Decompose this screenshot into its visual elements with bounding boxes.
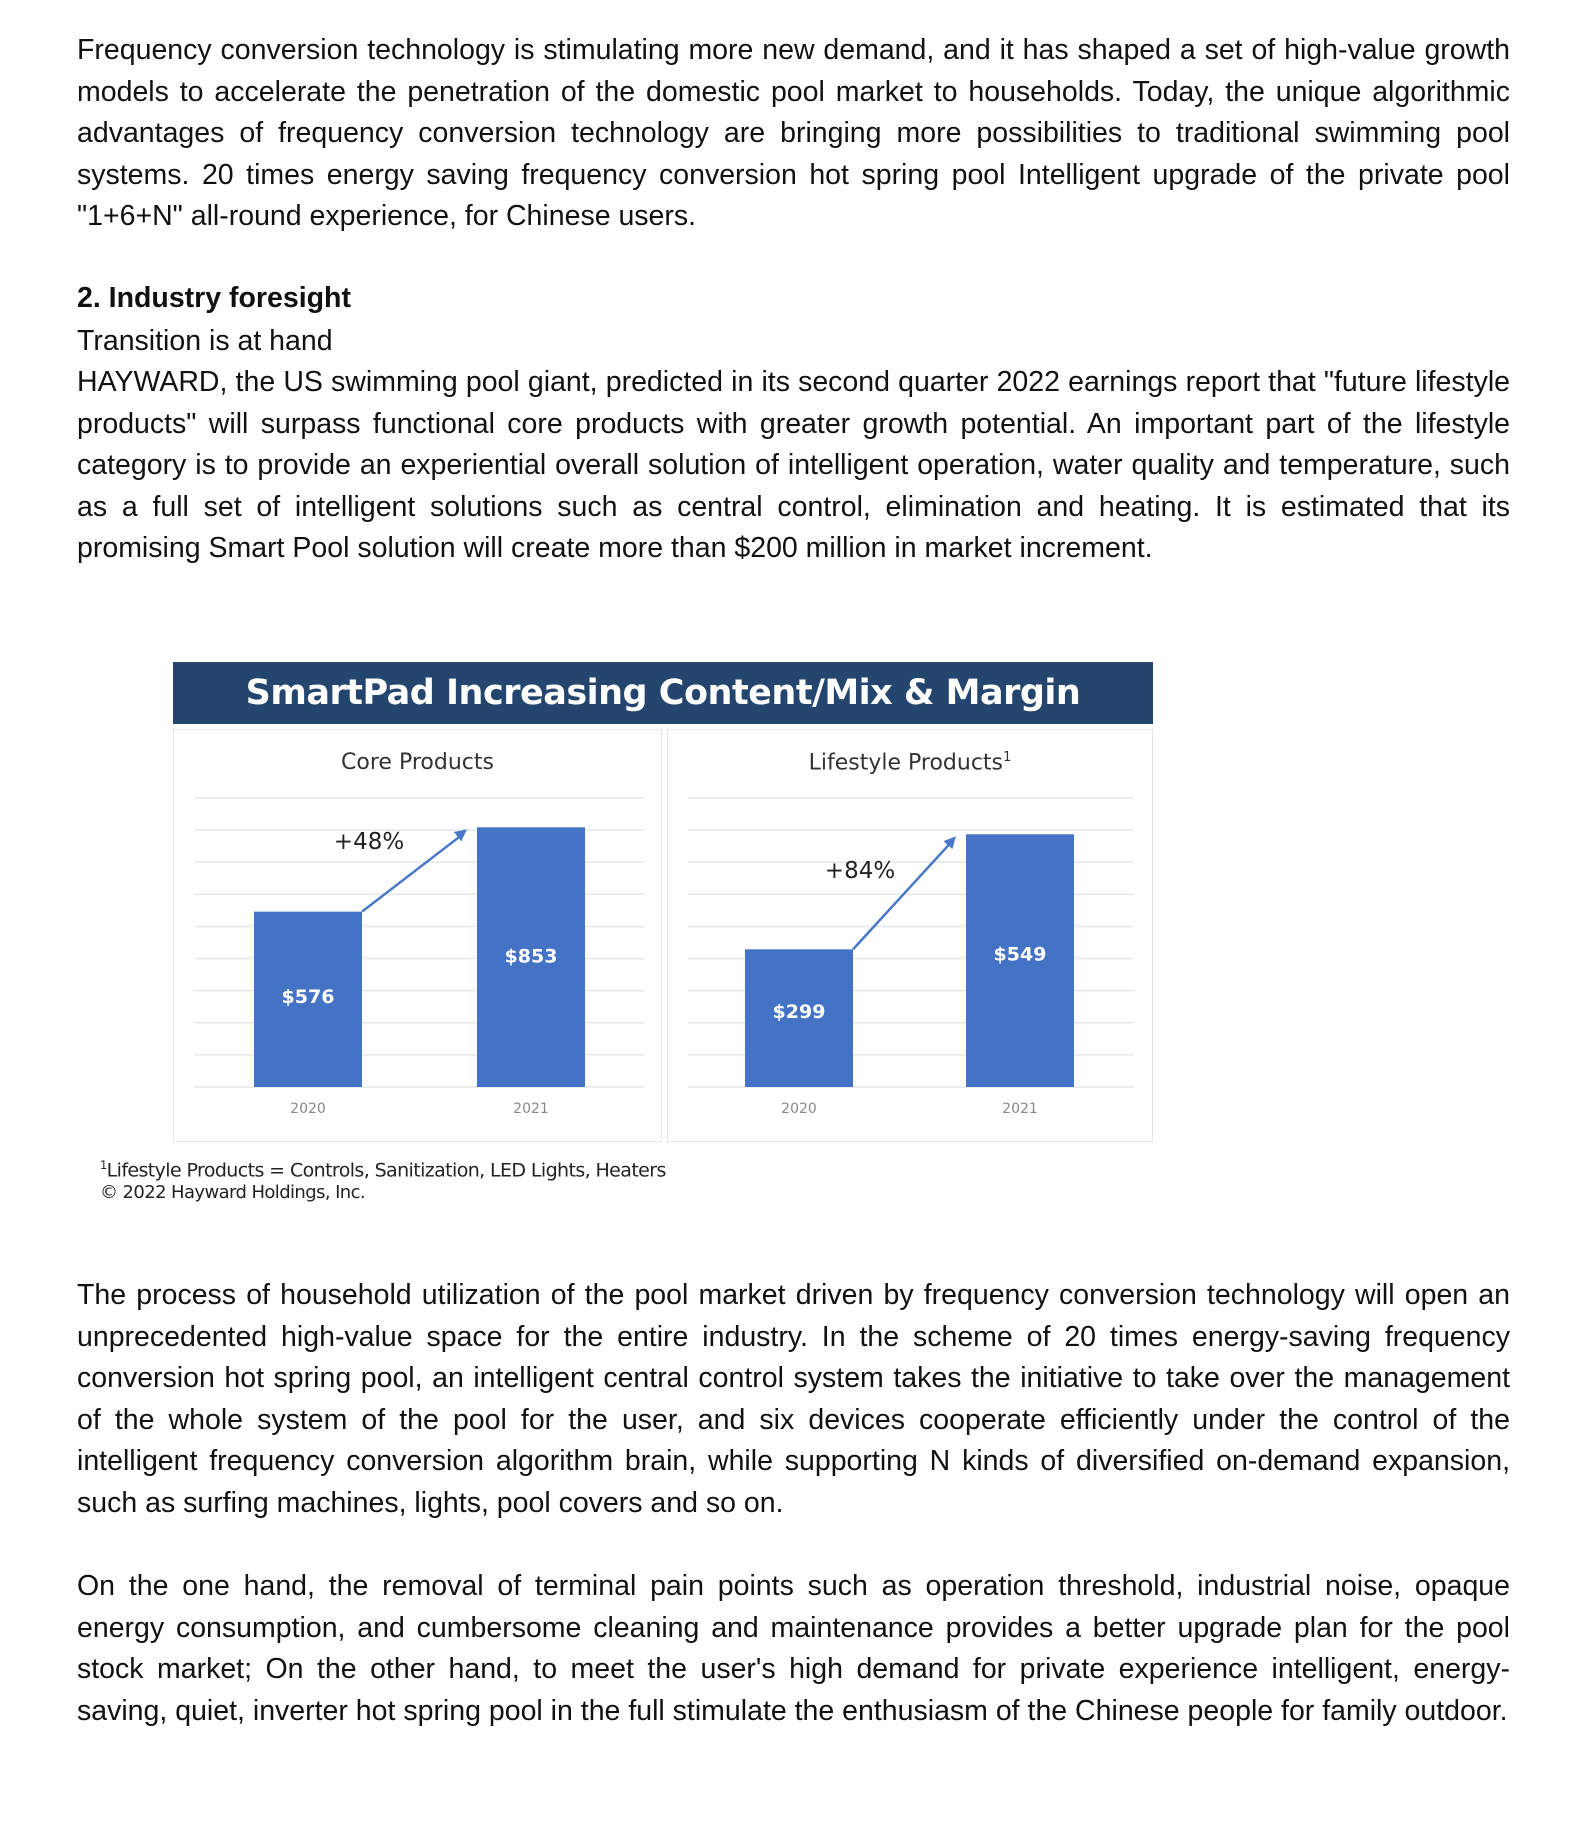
core-products-chart	[174, 730, 663, 1143]
growth-label: +84%	[824, 858, 896, 884]
lifestyle-footnote-marker: 1	[1003, 750, 1012, 765]
lifestyle-products-title-text: Lifestyle Products	[808, 750, 1003, 776]
hayward-paragraph: HAYWARD, the US swimming pool giant, predicted in its second quarter 2022 earnings report that "future lifestyle products" will surpass functional core products with greater growth potential. An important part of the lifestyle category is to provide an experiential overall solution of intelligent operation, water quality and temperature, such as a full set of intelligent solutions such as central control, elimination and heating. It is estimated that its promising Smart Pool solution will create more than $200 million in market increment.	[77, 366, 1510, 565]
bar-value-label: $853	[504, 945, 558, 968]
lifestyle-products-panel	[667, 729, 1153, 1142]
smartpad-figure	[95, 655, 1175, 1215]
x-tick-label: 2020	[290, 1101, 326, 1117]
bar-value-label: $549	[993, 943, 1047, 966]
core-products-title-text: Core Products	[341, 750, 494, 775]
footnote-marker: 1	[100, 1158, 107, 1172]
x-tick-label: 2020	[781, 1101, 817, 1117]
intro-paragraph: Frequency conversion technology is stimulating more new demand, and it has shaped a set of high-value growth models to accelerate the penetration of the domestic pool market to households. Today, the unique algorithmic advantages of frequency conversion technology are bringing more possibilities to traditional swimming pool systems. 20 times energy saving frequency conversion hot spring pool Intelligent upgrade of the private pool "1+6+N" all-round experience, for Chinese users.	[77, 34, 1510, 233]
bar-value-label: $576	[281, 985, 335, 1008]
chart-title: SmartPad Increasing Content/Mix & Margin	[173, 662, 1153, 724]
x-tick-label: 2021	[1002, 1101, 1038, 1117]
section-heading: 2. Industry foresight	[77, 282, 351, 314]
x-tick-label: 2021	[513, 1101, 549, 1117]
section-subheading: Transition is at hand	[77, 325, 333, 357]
chart-copyright: © 2022 Hayward Holdings, Inc.	[100, 1182, 366, 1203]
lifestyle-products-chart	[668, 730, 1154, 1143]
core-products-panel	[173, 729, 662, 1142]
bar-value-label: $299	[772, 1001, 826, 1024]
footnote-text: Lifestyle Products = Controls, Sanitization, LED Lights, Heaters	[106, 1159, 666, 1182]
market-paragraph: On the one hand, the removal of terminal pain points such as operation threshold, industrial noise, opaque energy consumption, and cumbersome cleaning and maintenance provides a better upgrade plan for the pool stock market; On the other hand, to meet the user's high demand for private experience intelligent, energy-saving, quiet, inverter hot spring pool in the full stimulate the enthusiasm of the Chinese people for family outdoor.	[77, 1570, 1510, 1727]
growth-label: +48%	[333, 829, 405, 855]
household-pool-paragraph: The process of household utilization of the pool market driven by frequency conversion technology will open an unprecedented high-value space for the entire industry. In the scheme of 20 times energy-saving frequency conversion hot spring pool, an intelligent central control system takes the initiative to take over the management of the whole system of the pool for the user, and six devices cooperate efficiently under the control of the intelligent frequency conversion algorithm brain, while supporting N kinds of diversified on-demand expansion, such as surfing machines, lights, pool covers and so on.	[77, 1279, 1510, 1519]
